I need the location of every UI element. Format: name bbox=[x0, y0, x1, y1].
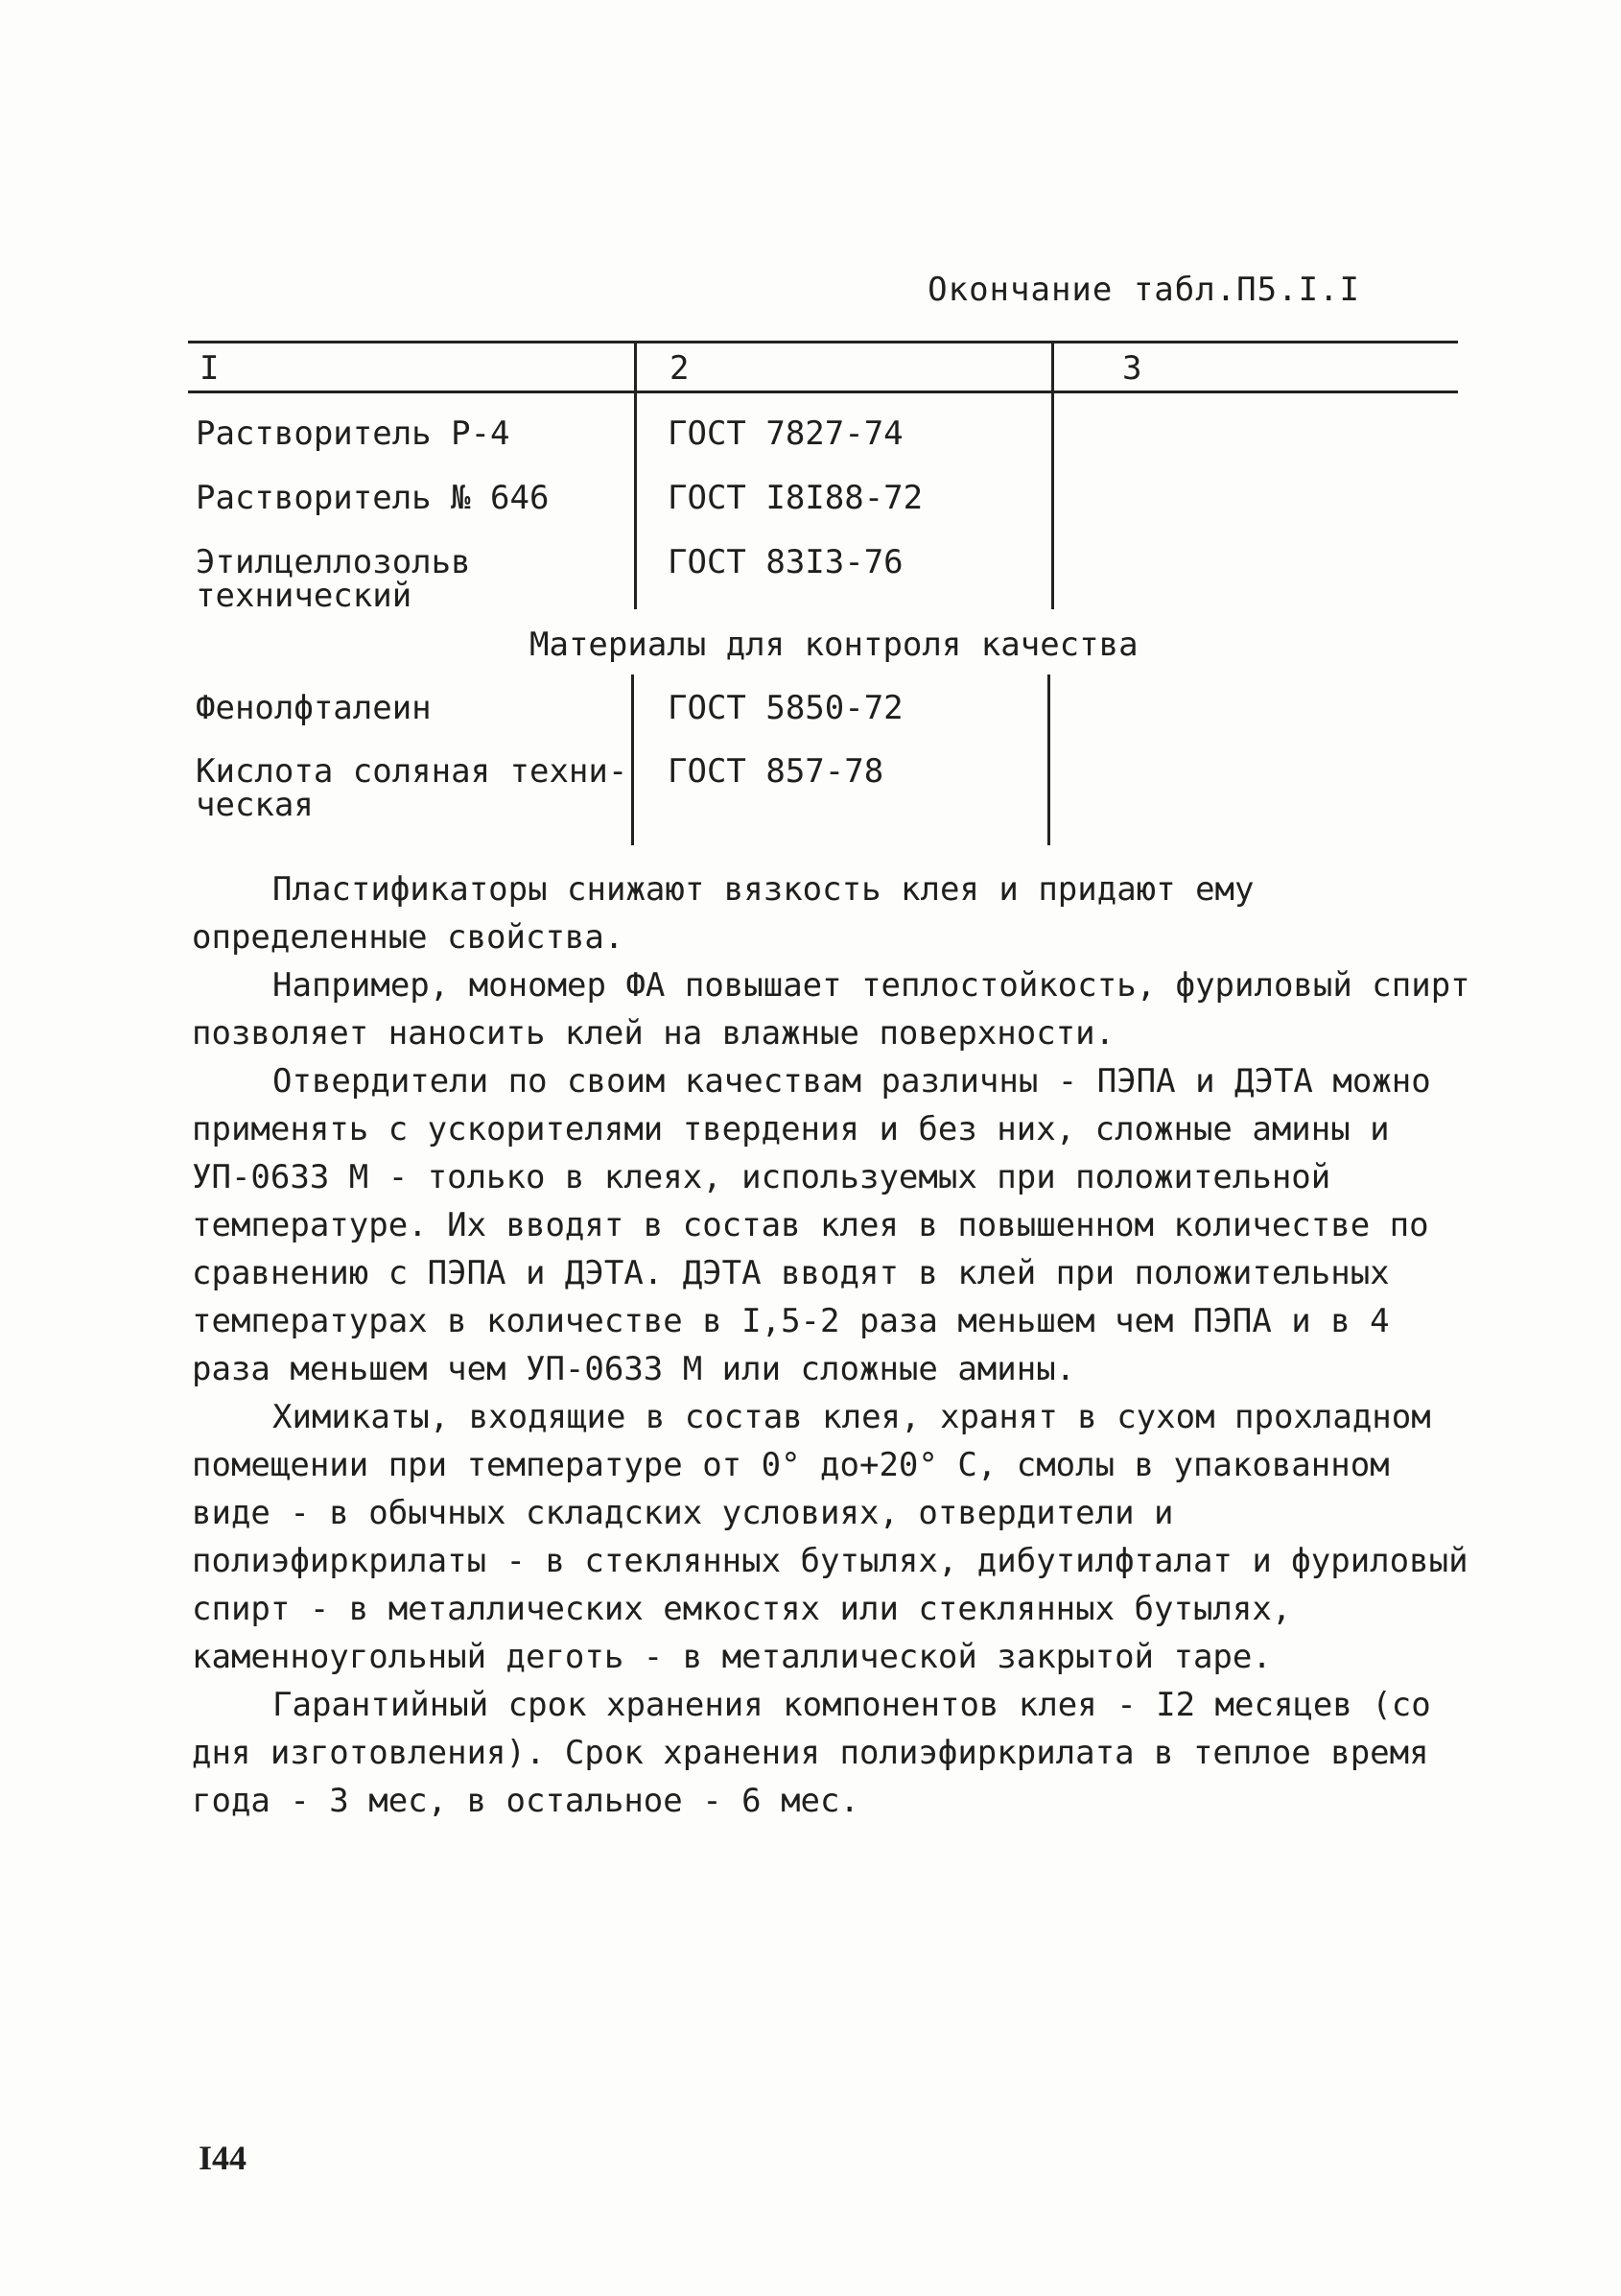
materials-table bbox=[188, 341, 1458, 849]
row-standard: ГОСТ 857-78 bbox=[668, 752, 884, 791]
table-header-rule bbox=[188, 391, 1458, 393]
column-header-3: 3 bbox=[1122, 349, 1142, 388]
paragraph: Химикаты, входящие в состав клея, хранят в сухом прохладном помещении при температуре от 0° до+20° С, смолы в упакованном виде - в обычных складских условиях, отвердители и полиэфиркрилаты - в стеклянных бутылях, дибутилфталат и фуриловый спирт - в металлических емкостях или стеклянных бутылях, каменноугольный деготь - в металлической закрытой таре. bbox=[192, 1398, 1468, 1676]
row-name: Растворитель № 646 bbox=[196, 479, 550, 517]
table-top-rule bbox=[188, 341, 1458, 343]
column-divider bbox=[631, 675, 634, 845]
page-number: I44 bbox=[199, 2139, 247, 2177]
row-standard: ГОСТ 7827-74 bbox=[668, 414, 904, 453]
column-header-2: 2 bbox=[670, 349, 690, 388]
paragraph: Например, мономер ФА повышает теплостойкость, фуриловый спирт позволяет наносить клей на влажные поверхности. bbox=[192, 966, 1470, 1053]
row-standard: ГОСТ 83I3-76 bbox=[668, 543, 904, 581]
column-divider bbox=[1047, 675, 1050, 845]
row-name: технический bbox=[196, 577, 412, 615]
row-name: Этилцеллозольв bbox=[196, 543, 471, 581]
column-header-1: I bbox=[200, 349, 220, 388]
body-text bbox=[192, 865, 1477, 1825]
paragraph: Гарантийный срок хранения компонентов клея - I2 месяцев (со дня изготовления). Срок хранения полиэфиркрилата в теплое время года - 3 мес, в остальное - 6 мес. bbox=[192, 1686, 1431, 1820]
section-title: Материалы для контроля качества bbox=[529, 626, 1139, 664]
column-divider bbox=[634, 341, 637, 609]
row-name: ческая bbox=[196, 786, 314, 824]
row-name: Фенолфталеин bbox=[196, 689, 432, 727]
row-name: Кислота соляная техни- bbox=[196, 752, 628, 791]
row-standard: ГОСТ I8I88-72 bbox=[668, 479, 924, 517]
row-standard: ГОСТ 5850-72 bbox=[668, 689, 904, 727]
paragraph: Отвердители по своим качествам различны - ПЭПА и ДЭТА можно применять с ускорителями твердения и без них, сложные амины и УП-0633 М - только в клеях, используемых при положительной температуре. Их вводят в состав клея в повышенном количестве по сравнению с ПЭПА и ДЭТА. ДЭТА вводят в клей при положительных температурах в количестве в I,5-2 раза меньшем чем ПЭПА и в 4 раза меньшем чем УП-0633 М или сложные амины. bbox=[192, 1062, 1431, 1388]
row-name: Растворитель Р-4 bbox=[196, 414, 510, 453]
column-divider bbox=[1051, 341, 1054, 609]
paragraph: Пластификаторы снижают вязкость клея и придают ему определенные свойства. bbox=[192, 870, 1255, 957]
table-caption: Окончание табл.П5.I.I bbox=[928, 271, 1360, 309]
